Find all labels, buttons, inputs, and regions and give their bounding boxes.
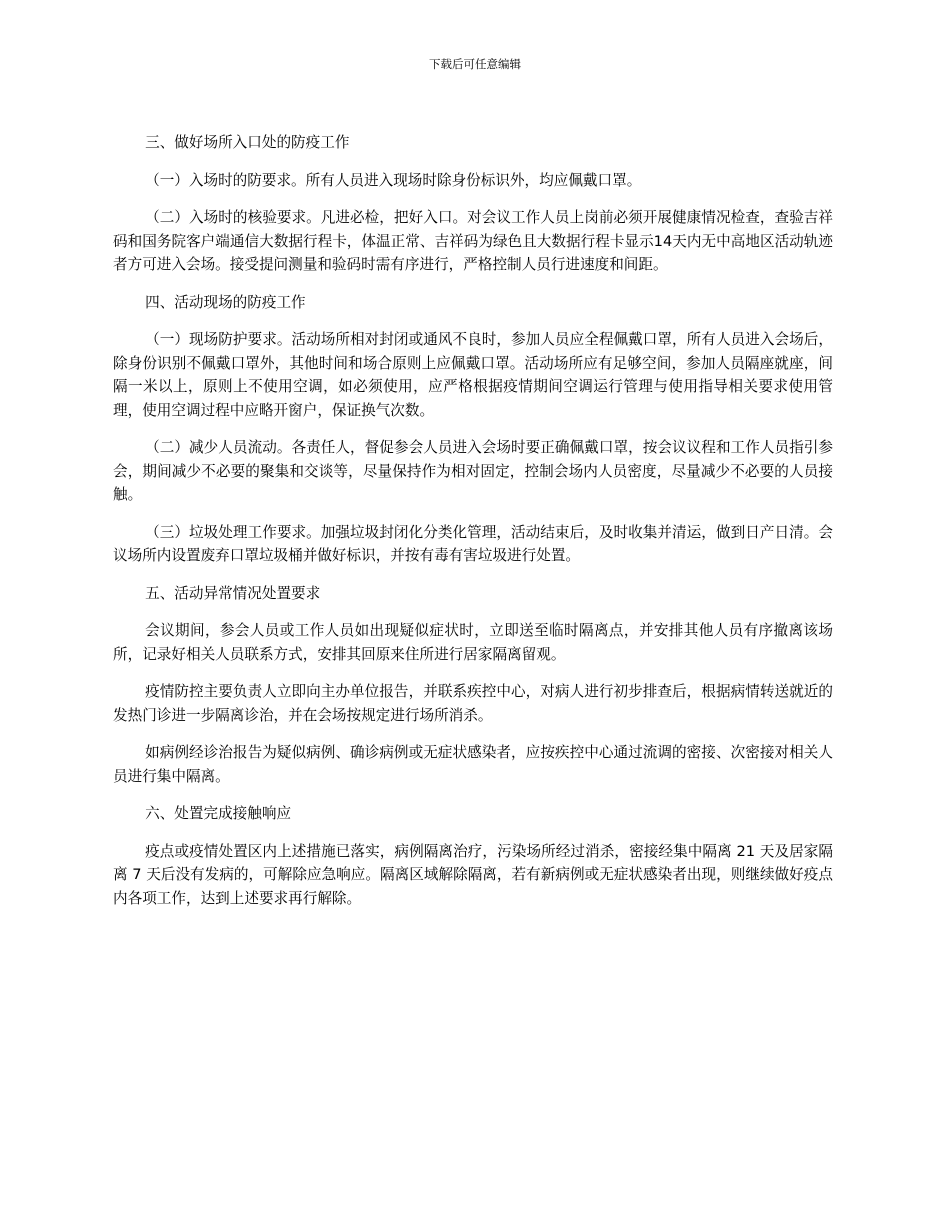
paragraph: （二）减少人员流动。各责任人，督促参会人员进入会场时要正确佩戴口罩，按会议议程和工作人员指引参会，期间减少不必要的聚集和交谈等，尽量保持作为相对固定，控制会场内人员密度，尽量减少不必要的人员接触。 <box>113 439 833 503</box>
section-heading-4: 四、活动现场的防疫工作 <box>145 293 306 311</box>
paragraph: 疫情防控主要负责人立即向主办单位报告，并联系疾控中心，对病人进行初步排查后，根据病情转送就近的发热门诊进一步隔离诊治，并在会场按规定进行场所消杀。 <box>113 683 833 724</box>
paragraph: 会议期间，参会人员或工作人员如出现疑似症状时，立即送至临时隔离点，并安排其他人员有序撤离该场所，记录好相关人员联系方式，安排其回原来住所进行居家隔离留观。 <box>113 622 833 663</box>
paragraph: （三）垃圾处理工作要求。加强垃圾封闭化分类化管理，活动结束后，及时收集并清运，做到日产日清。会议场所内设置废弃口罩垃圾桶并做好标识，并按有毒有害垃圾进行处置。 <box>113 523 833 564</box>
section-heading-5: 五、活动异常情况处置要求 <box>145 584 321 602</box>
paragraph: （一）入场时的防要求。所有人员进入现场时除身份标识外，均应佩戴口罩。 <box>145 171 642 189</box>
paragraph: 如病例经诊治报告为疑似病例、确诊病例或无症状感染者，应按疾控中心通过流调的密接、次密接对相关人员进行集中隔离。 <box>113 744 833 785</box>
section-heading-6: 六、处置完成接触响应 <box>145 805 292 822</box>
paragraph: （二）入场时的核验要求。凡进必检，把好入口。对会议工作人员上岗前必须开展健康情况检查，查验吉祥码和国务院客户端通信大数据行程卡，体温正常、吉祥码为绿色且大数据行程卡显示14天内无中高地区活动轨迹者方可进入会场。接受提问测量和验码时需有序进行，严格控制人员行进速度和间距。 <box>113 209 833 273</box>
paragraph: 疫点或疫情处置区内上述措施已落实，病例隔离治疗，污染场所经过消杀，密接经集中隔离 21 天及居家隔离 7 天后没有发病的，可解除应急响应。隔离区域解除隔离，若有新病例或无症状感染者出现，则继续做好疫点内各项工作，达到上述要求再行解除。 <box>113 842 833 907</box>
document-body <box>113 131 833 924</box>
section-heading-3: 三、做好场所入口处的防疫工作 <box>145 134 350 151</box>
paragraph: （一）现场防护要求。活动场所相对封闭或通风不良时，参加人员应全程佩戴口罩，所有人员进入会场后，除身份识别不佩戴口罩外，其他时间和场合原则上应佩戴口罩。活动场所应有足够空间，参加人员隔座就座，间隔一米以上，原则上不使用空调，如必须使用，应严格根据疫情期间空调运行管理与使用指导相关要求使用管理，使用空调过程中应略开窗户，保证换气次数。 <box>113 331 833 419</box>
page-header: 下载后可任意编辑 <box>429 57 521 71</box>
